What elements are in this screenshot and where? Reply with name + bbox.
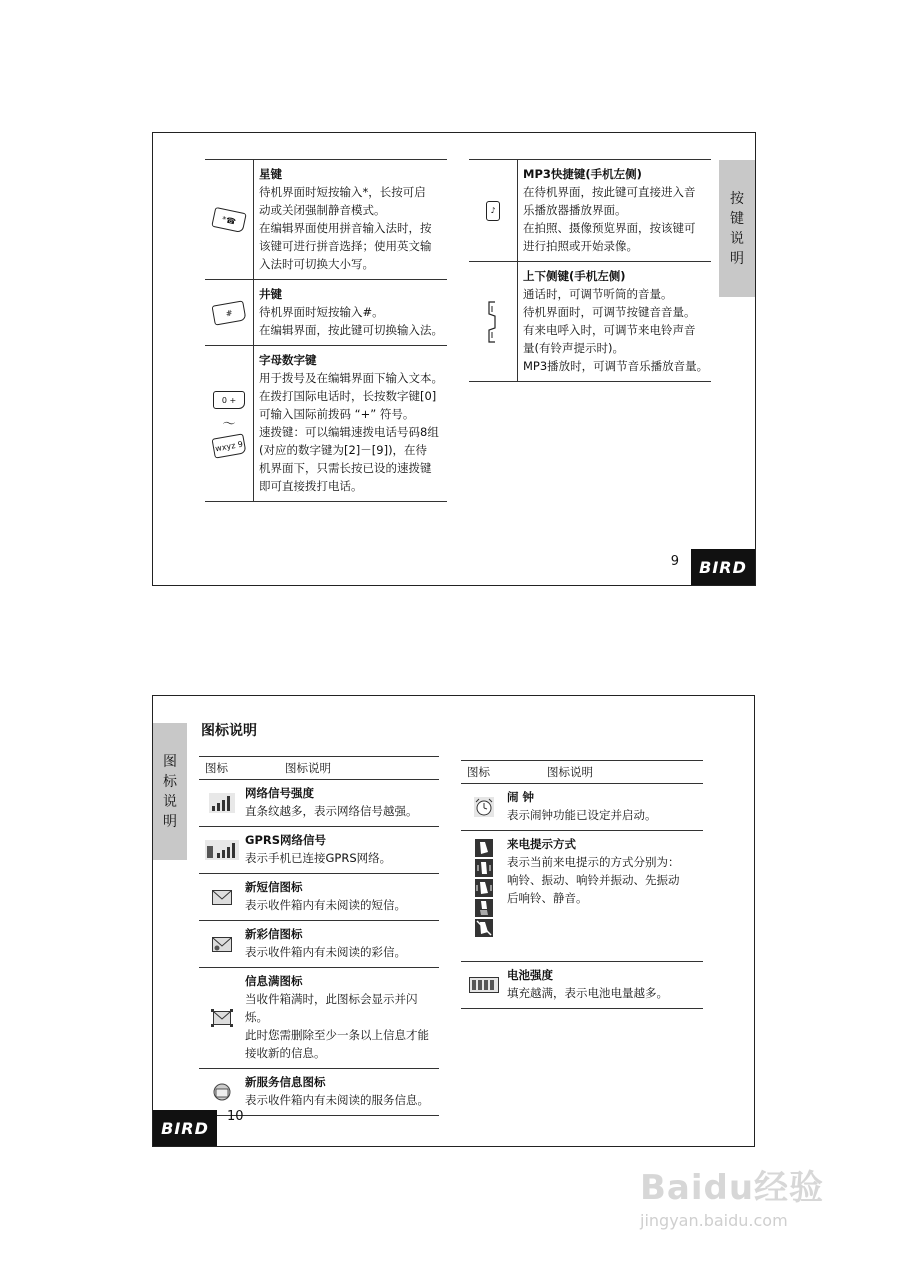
- key-desc-line: 在待机界面，按此键可直接进入音: [523, 185, 696, 199]
- ring-and-vibrate-icon: [475, 879, 493, 897]
- key-desc-line: 在拍照、摄像预览界面，按该键可: [523, 221, 696, 235]
- icon-row: [461, 962, 703, 1009]
- right-icon-table: [461, 760, 703, 1009]
- icon-desc-line: 表示闹钟功能已设定并启动。: [507, 808, 657, 822]
- header-icon-col: 图标: [205, 761, 228, 775]
- key-desc-line: 在编辑界面，按此键可切换输入法。: [259, 323, 443, 337]
- key-icon-cell: [205, 160, 254, 279]
- key-title: 星键: [259, 167, 282, 181]
- alphanumeric-key-icon: 0 +: [213, 391, 245, 409]
- watermark-main: Baidu经验: [640, 1168, 825, 1208]
- key-desc-line: 用于拨号及在编辑界面下输入文本。: [259, 371, 443, 385]
- vibrate-then-ring-icon: [475, 899, 493, 917]
- icon-title: 电池强度: [507, 968, 553, 982]
- silent-icon: [475, 919, 493, 937]
- section-tab-icons: 图 标 说 明: [153, 723, 187, 860]
- watermark-url: jingyan.baidu.com: [640, 1211, 788, 1230]
- header-icon-col: 图标: [467, 765, 490, 779]
- key-desc-line: 在编辑界面使用拼音输入法时，按: [259, 221, 432, 235]
- icon-title: 信息满图标: [245, 974, 303, 988]
- icon-desc-line: 表示收件箱内有未阅读的短信。: [245, 898, 406, 912]
- icon-row: [199, 968, 439, 1069]
- icon-title: 网络信号强度: [245, 786, 314, 800]
- key-desc-line: 可输入国际前拨码 “+” 符号。: [259, 407, 415, 421]
- manual-page-10: [152, 695, 755, 1147]
- key-desc-line: 入法时可切换大小写。: [259, 257, 374, 271]
- key-desc-line: (对应的数字键为[2]－[9])，在待: [259, 443, 428, 457]
- icon-desc-line: 表示收件箱内有未阅读的彩信。: [245, 945, 406, 959]
- key-row-mp3: [469, 159, 711, 262]
- key-desc-line: 该键可进行拼音选择；使用英文输: [259, 239, 432, 253]
- ring-icon: [475, 839, 493, 857]
- icon-desc-line: 表示手机已连接GPRS网络。: [245, 851, 392, 865]
- range-tilde: ～: [222, 417, 236, 432]
- battery-icon: [469, 977, 499, 993]
- icon-row: [461, 831, 703, 962]
- left-icon-table: [199, 756, 439, 1116]
- icon-title: GPRS网络信号: [245, 833, 327, 847]
- gprs-signal-icon: [205, 840, 239, 860]
- key-desc-line: MP3播放时，可调节音乐播放音量。: [523, 359, 709, 373]
- icon-desc-line: 填充越满，表示电池电量越多。: [507, 986, 668, 1000]
- icon-title: 新短信图标: [245, 880, 303, 894]
- icon-desc-line: 表示当前来电提示的方式分别为：: [507, 855, 680, 869]
- new-sms-icon: [212, 890, 232, 905]
- key-desc-line: 乐播放器播放界面。: [523, 203, 627, 217]
- key-title: 上下侧键(手机左侧): [523, 269, 626, 283]
- side-volume-key-icon: [485, 300, 501, 344]
- key-desc-line: 动或关闭强制静音模式。: [259, 203, 386, 217]
- hash-key-icon: #: [212, 300, 247, 325]
- icon-row: [461, 784, 703, 831]
- header-desc-col: 图标说明: [547, 765, 593, 779]
- icon-desc-line: 表示收件箱内有未阅读的服务信息。: [245, 1093, 429, 1107]
- key-desc-line: 待机界面时，可调节按键音音量。: [523, 305, 696, 319]
- header-desc-col: 图标说明: [285, 761, 331, 775]
- icon-row: [199, 874, 439, 921]
- new-mms-icon: [212, 936, 232, 952]
- key-desc-line: 有来电呼入时，可调节来电铃声音: [523, 323, 696, 337]
- section-tab-keys: 按 键 说 明: [719, 160, 755, 297]
- icon-desc-line: 此时您需删除至少一条以上信息才能: [245, 1028, 429, 1042]
- mp3-key-icon: ♪: [486, 201, 500, 221]
- key-desc-line: 待机界面时短按输入*，长按可启: [259, 185, 426, 199]
- key-title: 字母数字键: [259, 353, 317, 367]
- key-desc-line: 量(有铃声提示时)。: [523, 341, 624, 355]
- vibrate-icon: [475, 859, 493, 877]
- key-title: MP3快捷键(手机左侧): [523, 167, 642, 181]
- icon-title: 新彩信图标: [245, 927, 303, 941]
- key-desc-line: 待机界面时短按输入#。: [259, 305, 384, 319]
- key-desc-line: 通话时，可调节听筒的音量。: [523, 287, 673, 301]
- icon-desc-line: 后响铃、静音。: [507, 891, 588, 905]
- key-desc-line: 即可直接拨打电话。: [259, 479, 363, 493]
- wxyz9-key-icon: wxyz 9: [212, 433, 247, 458]
- key-row-alphanumeric: [205, 346, 447, 502]
- icon-row: [199, 921, 439, 968]
- key-row-side-volume: [469, 262, 711, 382]
- icon-desc-line: 响铃、振动、响铃并振动、先振动: [507, 873, 680, 887]
- icon-title: 新服务信息图标: [245, 1075, 326, 1089]
- baidu-watermark: [640, 1160, 824, 1230]
- icon-title: 闹 钟: [507, 790, 535, 804]
- table-header: [461, 760, 703, 784]
- signal-strength-icon: [209, 793, 235, 813]
- service-message-icon: [212, 1083, 232, 1101]
- bird-logo: BIRD: [691, 549, 755, 585]
- bird-logo: BIRD: [153, 1110, 217, 1146]
- page-number: 10: [227, 1109, 244, 1124]
- icon-desc-line: 当收件箱满时，此图标会显示并闪烁。: [245, 992, 418, 1024]
- icon-title: 来电提示方式: [507, 837, 576, 851]
- key-desc-line: 机界面下，只需长按已设的速拨键: [259, 461, 432, 475]
- key-desc-line: 进行拍照或开始录像。: [523, 239, 638, 253]
- icon-row: [199, 827, 439, 874]
- page-number: 9: [670, 554, 679, 569]
- icon-desc-line: 直条纹越多，表示网络信号越强。: [245, 804, 418, 818]
- key-desc-line: 在拨打国际电话时，长按数字键[0]: [259, 389, 437, 403]
- key-row-star: [205, 159, 447, 280]
- key-row-hash: [205, 280, 447, 346]
- icon-desc-line: 接收新的信息。: [245, 1046, 326, 1060]
- right-key-table: [469, 159, 711, 382]
- left-key-table: [205, 159, 447, 502]
- inbox-full-icon: [211, 1009, 233, 1027]
- manual-page-9: [152, 132, 756, 586]
- icon-row: [199, 780, 439, 827]
- section-title: 图标说明: [201, 723, 257, 739]
- star-key-icon: *☎: [211, 206, 246, 232]
- alarm-clock-icon: [474, 797, 494, 817]
- table-header: [199, 756, 439, 780]
- key-desc-line: 速拨键：可以编辑速拨电话号码8组: [259, 425, 439, 439]
- key-title: 井键: [259, 287, 282, 301]
